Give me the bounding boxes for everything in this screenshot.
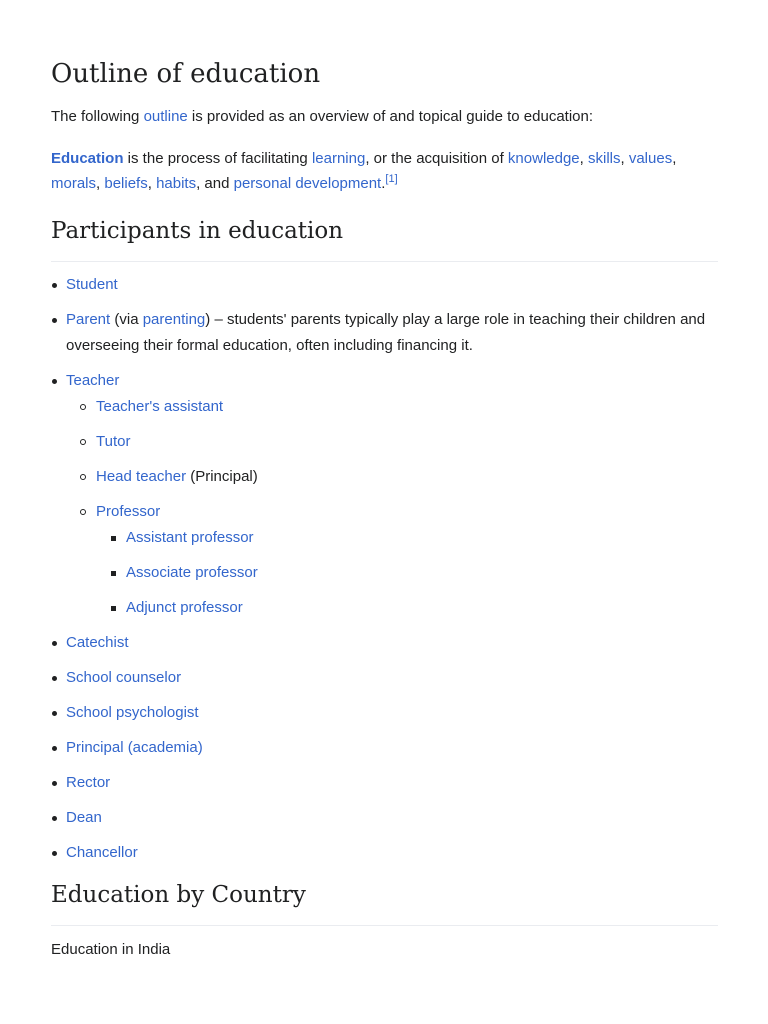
head-teacher-note: (Principal)	[186, 468, 258, 485]
list-item	[66, 700, 718, 726]
separator: ,	[672, 150, 677, 167]
chancellor-link[interactable]: Chancellor	[66, 844, 138, 861]
separator: ,	[147, 175, 157, 192]
skills-link[interactable]: skills	[587, 150, 621, 167]
intro-prefix: The following	[51, 108, 144, 125]
citation	[385, 173, 397, 185]
adjunct-professor-link[interactable]: Adjunct professor	[126, 599, 243, 616]
list-item	[66, 665, 718, 691]
values-link[interactable]: values	[628, 150, 673, 167]
parent-description: ) – students' parents typically play a large role in teaching their children and overseeing their formal education, often including financing it.	[66, 311, 706, 354]
tutor-link[interactable]: Tutor	[96, 433, 131, 450]
parent-link[interactable]: Parent	[66, 311, 111, 328]
beliefs-link[interactable]: beliefs	[104, 175, 148, 192]
list-item	[66, 368, 718, 621]
education-link[interactable]: Education	[51, 150, 124, 167]
list-item	[66, 272, 718, 298]
separator: ,	[620, 150, 629, 167]
student-link[interactable]: Student	[66, 276, 118, 293]
associate-professor-link[interactable]: Associate professor	[126, 564, 258, 581]
list-item	[66, 840, 718, 866]
list-item	[66, 805, 718, 831]
intro-suffix: is provided as an overview of and topical guide to education:	[187, 108, 594, 125]
separator: ,	[579, 150, 588, 167]
citation-link[interactable]: [1]	[385, 173, 398, 185]
teacher-link[interactable]: Teacher	[66, 372, 120, 389]
list-item	[96, 464, 718, 490]
knowledge-link[interactable]: knowledge	[507, 150, 580, 167]
list-item	[126, 525, 718, 551]
by-country-heading-wrap	[51, 879, 718, 926]
parent-text: (via	[110, 311, 143, 328]
definition-text: , or the acquisition of	[365, 150, 508, 167]
participants-list	[51, 272, 718, 875]
participants-heading: Participants in education	[51, 218, 344, 244]
outline-link[interactable]: outline	[143, 108, 188, 125]
list-item	[66, 630, 718, 656]
list-item	[96, 394, 718, 420]
learning-link[interactable]: learning	[311, 150, 366, 167]
education-in-india-text: Education in India	[51, 941, 171, 958]
professor-sublist	[96, 525, 718, 621]
dean-link[interactable]: Dean	[66, 809, 102, 826]
school-psychologist-link[interactable]: School psychologist	[66, 704, 199, 721]
head-teacher-link[interactable]: Head teacher	[96, 468, 187, 485]
list-item	[126, 560, 718, 586]
professor-link[interactable]: Professor	[96, 503, 161, 520]
definition-text: , and	[196, 175, 234, 192]
principal-academia-link[interactable]: Principal (academia)	[66, 739, 203, 756]
list-item	[66, 307, 718, 359]
definition-text: .	[381, 175, 386, 192]
separator: ,	[96, 175, 105, 192]
by-country-heading: Education by Country	[51, 882, 306, 908]
teachers-assistant-link[interactable]: Teacher's assistant	[96, 398, 224, 415]
page-title: Outline of education	[51, 59, 321, 89]
teacher-sublist	[66, 394, 718, 621]
definition-paragraph	[51, 146, 718, 196]
parenting-link[interactable]: parenting	[142, 311, 206, 328]
morals-link[interactable]: morals	[51, 175, 97, 192]
list-item	[66, 735, 718, 761]
list-item	[96, 499, 718, 621]
list-item	[96, 429, 718, 455]
definition-text: is the process of facilitating	[123, 150, 312, 167]
list-item	[66, 770, 718, 796]
personal-development-link[interactable]: personal development	[233, 175, 382, 192]
habits-link[interactable]: habits	[156, 175, 197, 192]
participants-heading-wrap	[51, 215, 718, 262]
school-counselor-link[interactable]: School counselor	[66, 669, 182, 686]
catechist-link[interactable]: Catechist	[66, 634, 129, 651]
intro-paragraph	[51, 104, 718, 129]
list-item	[126, 595, 718, 621]
rector-link[interactable]: Rector	[66, 774, 111, 791]
assistant-professor-link[interactable]: Assistant professor	[126, 529, 254, 546]
